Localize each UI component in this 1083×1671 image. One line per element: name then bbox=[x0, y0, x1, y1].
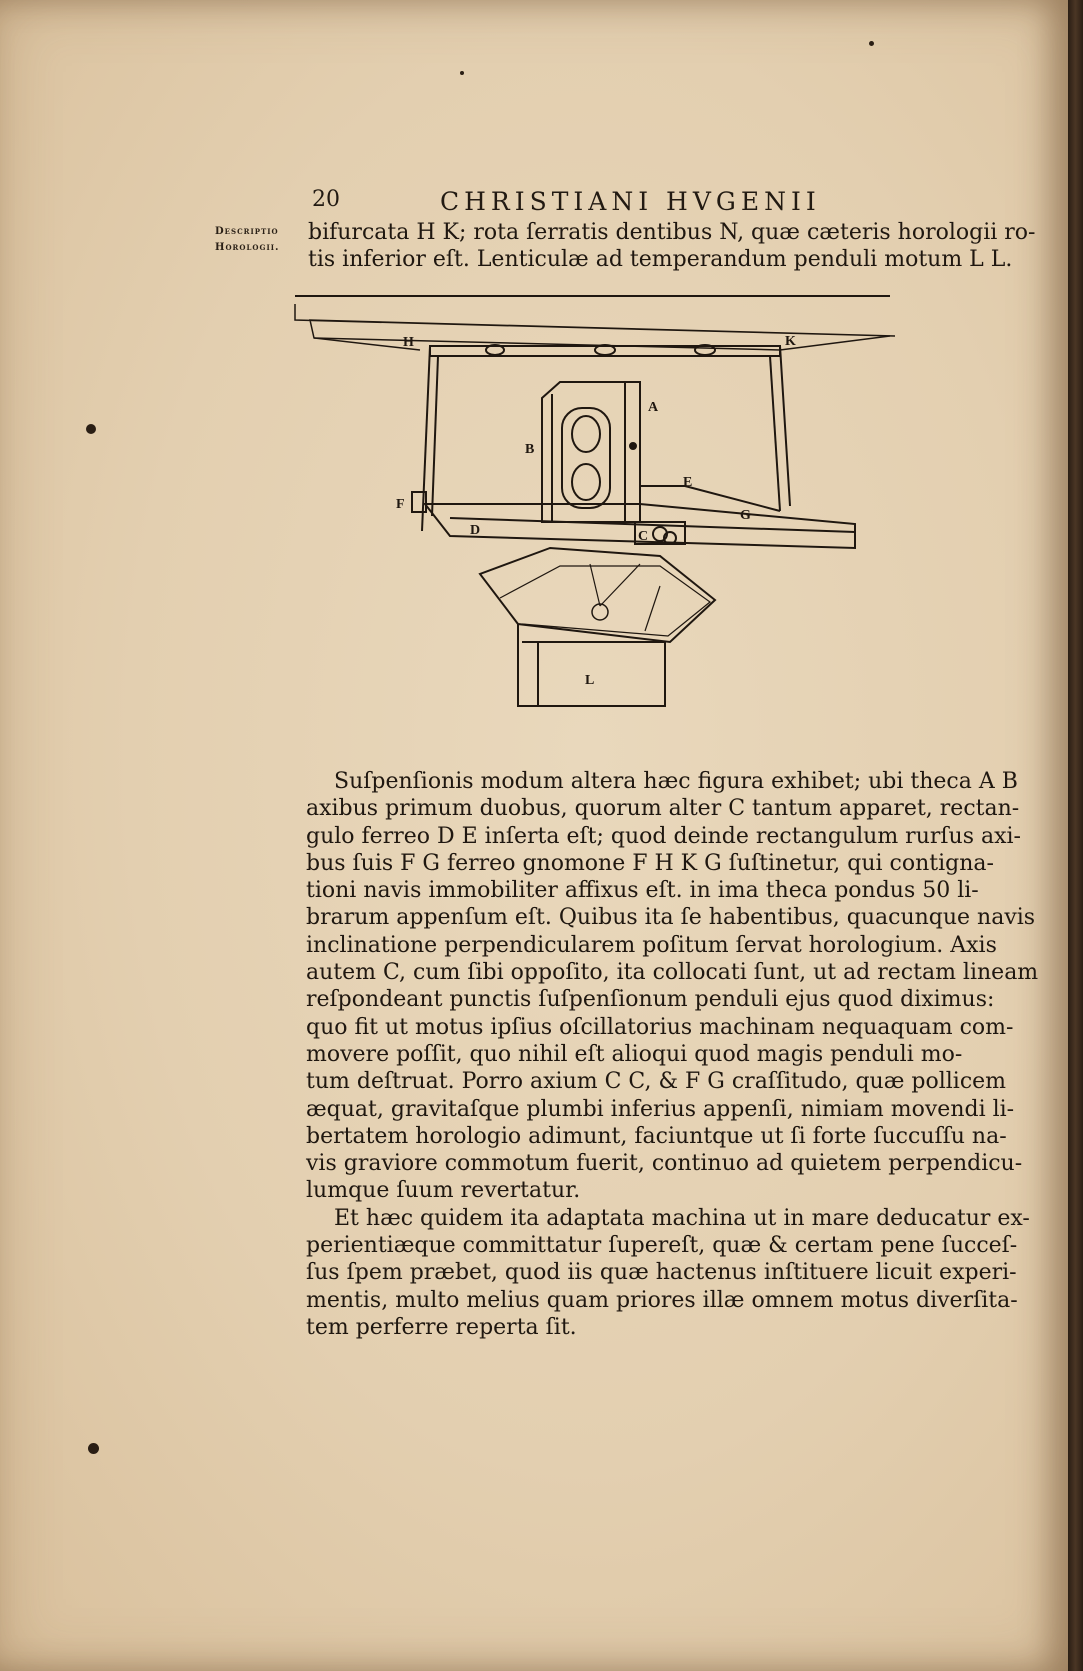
text-line: tem perferre reperta ſit. bbox=[306, 1314, 577, 1340]
page-edge bbox=[1068, 0, 1083, 1671]
text-line: tis inferior eſt. Lenticulæ ad temperandum penduli motum L L. bbox=[308, 247, 1013, 273]
figure-label: A bbox=[648, 400, 659, 415]
margin-note-line: Horologii. bbox=[215, 242, 280, 253]
figure-label: D bbox=[470, 523, 481, 538]
text-line: axibus primum duobus, quorum alter C tantum apparet, rectan- bbox=[306, 796, 1020, 822]
page-header bbox=[312, 187, 912, 217]
deck-beam bbox=[295, 304, 895, 350]
text-line: tum deſtruat. Porro axium C C, & F G craſſitudo, quæ pollicem bbox=[306, 1069, 1007, 1095]
text-line: reſpondeant punctis ſuſpenſionum penduli ejus quod diximus: bbox=[306, 987, 995, 1013]
ink-spot bbox=[88, 1443, 99, 1454]
margin-note bbox=[215, 224, 305, 256]
text-line: Suſpenſionis modum altera hæc figura exhibet; ubi theca A B bbox=[334, 769, 1018, 794]
ink-spot bbox=[460, 71, 464, 75]
figure-label: K bbox=[785, 334, 796, 349]
text-line: movere poſſit, quo nihil eſt alioqui quod magis penduli mo- bbox=[306, 1041, 963, 1067]
gnomon-right-arm bbox=[770, 356, 780, 511]
text-line: ſus ſpem præbet, quod iis quæ hactenus inſtituere licuit experi- bbox=[306, 1260, 1017, 1286]
figure-labels bbox=[396, 334, 796, 688]
engraving-figure bbox=[300, 286, 920, 756]
running-title: CHRISTIANI HVGENII bbox=[440, 187, 821, 216]
figure-label: F bbox=[396, 497, 405, 512]
top-paragraph bbox=[308, 219, 1036, 274]
text-line: quo fit ut motus ipſius oſcillatorius machinam nequaquam com- bbox=[306, 1014, 1014, 1040]
ink-spot bbox=[86, 424, 96, 434]
text-line: æquat, gravitaſque plumbi inferius appenſi, nimiam movendi li- bbox=[306, 1096, 1015, 1122]
ink-spot bbox=[869, 41, 874, 46]
text-line: bifurcata H K; rota ſerratis dentibus N, quæ cæteris horologii ro- bbox=[308, 220, 1036, 245]
clock-dial-frame bbox=[562, 408, 610, 508]
figure-label: G bbox=[740, 508, 751, 523]
text-line: brarum appenſum eſt. Quibus ita ſe habentibus, quacunque navis bbox=[306, 905, 1036, 931]
text-line: bus ſuis F G ferreo gnomone F H K G ſuſtinetur, qui contigna- bbox=[306, 850, 994, 876]
text-line: perientiæque committatur ſupereſt, quæ & certam pene ſucceſ- bbox=[306, 1233, 1018, 1259]
pendulum-bob bbox=[592, 604, 608, 620]
text-line: mentis, multo melius quam priores illæ omnem motus diverſita- bbox=[306, 1287, 1018, 1313]
clock-dial-lower bbox=[572, 464, 600, 500]
figure-label: L bbox=[585, 673, 595, 688]
page-number: 20 bbox=[312, 187, 340, 212]
margin-note-line: Descriptio bbox=[215, 226, 279, 237]
text-line: inclinatione perpendicularem poſitum ſervat horologium. Axis bbox=[306, 932, 997, 958]
figure-label: E bbox=[683, 475, 693, 490]
text-line: tioni navis immobiliter affixus eſt. in ima theca pondus 50 li- bbox=[306, 878, 979, 904]
figure-label: C bbox=[638, 529, 649, 544]
text-line: bertatem horologio adimunt, faciuntque ut ſi forte ſuccuſſu na- bbox=[306, 1123, 1007, 1149]
clock-suspension-diagram bbox=[300, 286, 920, 756]
text-line: autem C, cum ſibi oppoſito, ita collocati ſunt, ut ad rectam lineam bbox=[306, 960, 1039, 986]
figure-label: B bbox=[525, 442, 535, 457]
figure-label: H bbox=[403, 335, 414, 350]
clock-dial-upper bbox=[572, 416, 600, 452]
box-l bbox=[518, 624, 665, 706]
text-line: vis graviore commotum fuerit, continuo ad quietem perpendicu- bbox=[306, 1151, 1023, 1177]
body-paragraphs bbox=[306, 768, 1039, 1341]
text-line: gulo ferreo D E inſerta eſt; quod deinde rectangulum rurſus axi- bbox=[306, 823, 1021, 849]
text-line: lumque ſuum revertatur. bbox=[306, 1178, 581, 1204]
text-line: Et hæc quidem ita adaptata machina ut in mare deducatur ex- bbox=[334, 1205, 1030, 1231]
